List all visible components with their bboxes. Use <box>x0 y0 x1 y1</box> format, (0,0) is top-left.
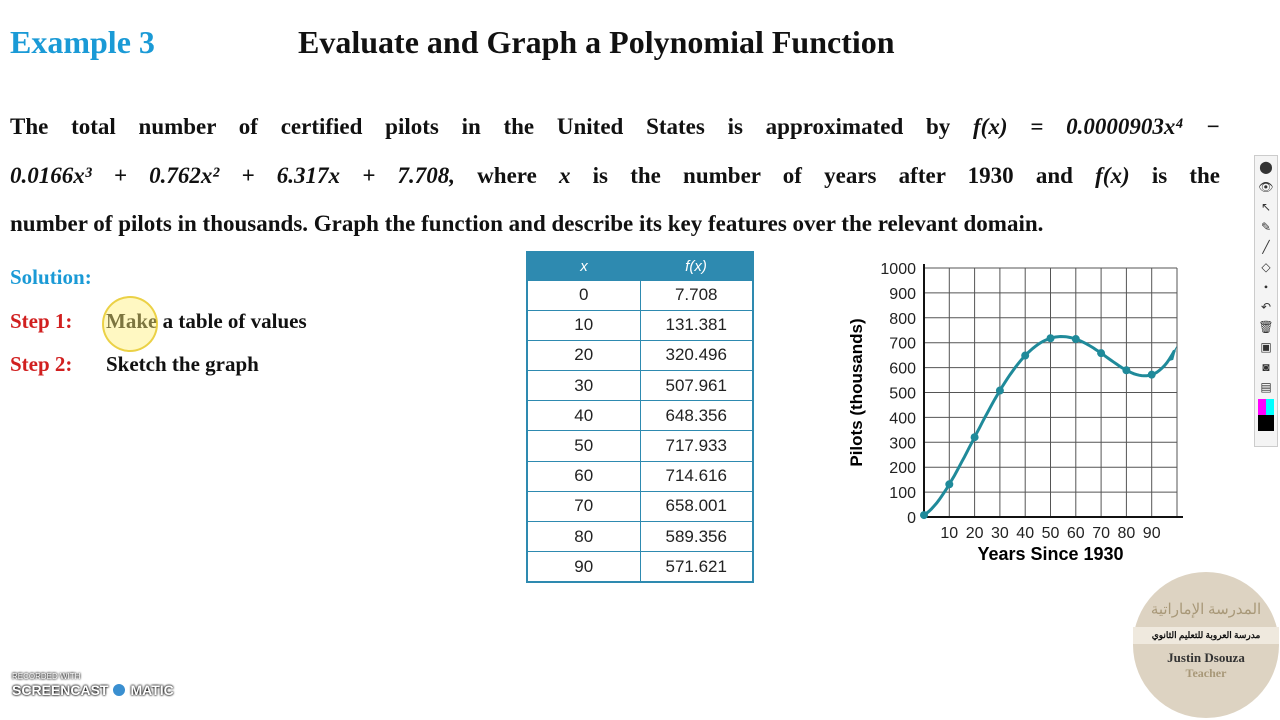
problem-text: is the <box>1151 163 1220 188</box>
problem-line-3: number of pilots in thousands. Graph the function and describe its key features over the relevant domain. <box>10 211 1044 236</box>
annotation-toolbar[interactable] <box>1254 155 1278 447</box>
line-icon[interactable]: ╱ <box>1262 240 1270 254</box>
values-table <box>526 251 754 583</box>
camera-icon[interactable]: ◙ <box>1262 360 1270 374</box>
data-point <box>920 511 928 519</box>
teacher-role: Teacher <box>1185 666 1227 680</box>
x-axis-label: Years Since 1930 <box>977 544 1124 564</box>
fx-cell: 507.961 <box>640 371 753 401</box>
problem-line-1 <box>10 114 1220 140</box>
y-tick-label: 800 <box>889 310 916 328</box>
example-label: Example 3 <box>10 24 155 60</box>
data-point <box>1097 349 1105 357</box>
fx-cell: 571.621 <box>640 552 753 582</box>
x-tick-label: 10 <box>940 525 959 542</box>
pilots-chart <box>836 255 1186 565</box>
x-cell: 70 <box>527 491 640 521</box>
variable: f(x) <box>1095 163 1130 188</box>
x-cell: 10 <box>527 310 640 340</box>
data-point <box>1122 366 1130 374</box>
problem-text: The total number of certified pilots in the United States is approximated by <box>10 114 951 139</box>
note-icon[interactable]: ▤ <box>1260 380 1272 394</box>
function-formula: f(x) = 0.0000903x⁴ − <box>973 114 1220 139</box>
x-tick-label: 50 <box>1041 525 1060 542</box>
series-curve <box>924 337 1175 516</box>
table-row <box>527 401 753 431</box>
y-tick-label: 1000 <box>880 261 916 278</box>
variable: x <box>558 163 571 188</box>
table-row <box>527 280 753 310</box>
pointer-icon[interactable]: ↖ <box>1260 200 1272 214</box>
fx-cell: 717.933 <box>640 431 753 461</box>
fx-cell: 648.356 <box>640 401 753 431</box>
stamp-icon[interactable]: ▣ <box>1260 340 1272 354</box>
record-icon <box>110 681 128 699</box>
fx-cell: 320.496 <box>640 340 753 370</box>
table-row <box>527 552 753 582</box>
x-tick-label: 60 <box>1066 525 1085 542</box>
x-tick-label: 70 <box>1092 525 1110 542</box>
y-tick-label: 100 <box>889 485 916 503</box>
recorder-right: MATIC <box>130 682 174 698</box>
fx-cell: 7.708 <box>640 280 753 310</box>
step-1-text: Make a table of values <box>106 309 307 333</box>
table-row <box>527 371 753 401</box>
recorder-top: RECORDED WITH <box>12 672 81 681</box>
problem-text: is the number of years after 1930 and <box>592 163 1073 188</box>
logo-icon[interactable]: ⬤ <box>1259 160 1273 174</box>
x-cell: 0 <box>527 280 640 310</box>
table-row <box>527 461 753 491</box>
table-row <box>527 310 753 340</box>
y-tick-label: 300 <box>889 435 916 453</box>
y-tick-label: 500 <box>889 385 916 403</box>
teacher-name: Justin Dsouza <box>1167 650 1245 665</box>
recorder-left: SCREENCAST <box>12 682 109 698</box>
header-fx: f(x) <box>640 252 753 280</box>
x-cell: 20 <box>527 340 640 370</box>
solution-label: Solution: <box>10 265 92 289</box>
data-point <box>1047 334 1055 342</box>
teacher-badge <box>1133 572 1279 718</box>
y-tick-label: 0 <box>907 510 916 527</box>
data-point <box>945 480 953 488</box>
x-cell: 90 <box>527 552 640 582</box>
function-formula-cont: 0.0166x³ + 0.762x² + 6.317x + 7.708, <box>10 163 455 188</box>
y-tick-label: 400 <box>889 410 916 428</box>
fx-cell: 131.381 <box>640 310 753 340</box>
x-tick-label: 20 <box>965 525 984 542</box>
table-row <box>527 340 753 370</box>
x-cell: 40 <box>527 401 640 431</box>
fx-cell: 714.616 <box>640 461 753 491</box>
fx-cell: 658.001 <box>640 491 753 521</box>
page-title: Evaluate and Graph a Polynomial Function <box>298 24 895 60</box>
data-point <box>1072 335 1080 343</box>
fx-cell: 589.356 <box>640 522 753 552</box>
step-2-label: Step 2: <box>10 352 73 376</box>
y-tick-label: 900 <box>889 285 916 303</box>
cursor-highlight <box>102 296 158 352</box>
y-tick-label: 600 <box>889 360 916 378</box>
eye-icon[interactable]: 👁 <box>1258 180 1274 194</box>
pen-icon[interactable]: ✎ <box>1260 220 1272 234</box>
data-point <box>1148 371 1156 379</box>
problem-line-2 <box>10 163 1220 189</box>
y-tick-label: 700 <box>889 335 916 353</box>
x-tick-label: 90 <box>1142 525 1161 542</box>
header-x: x <box>527 252 640 280</box>
step-2-text: Sketch the graph <box>106 352 259 376</box>
x-tick-label: 30 <box>991 525 1009 542</box>
school-logo-text: المدرسة الإماراتية <box>1150 602 1262 618</box>
x-tick-label: 80 <box>1117 525 1136 542</box>
table-row <box>527 431 753 461</box>
problem-text: where <box>477 163 537 188</box>
data-point <box>971 433 979 441</box>
recorder-watermark <box>12 672 174 699</box>
table-row <box>527 522 753 552</box>
y-axis-label: Pilots (thousands) <box>847 318 866 467</box>
school-name: مدرسة العروبة للتعليم الثانوي <box>1133 627 1279 644</box>
x-cell: 30 <box>527 371 640 401</box>
undo-icon[interactable]: ↶ <box>1260 300 1272 314</box>
data-point <box>1021 352 1029 360</box>
step-1-label: Step 1: <box>10 309 73 333</box>
eraser-icon[interactable]: ◇ <box>1261 260 1271 274</box>
dot-icon[interactable]: • <box>1263 280 1269 294</box>
trash-icon[interactable]: 🗑 <box>1258 320 1274 334</box>
color-palette-icon[interactable] <box>1258 399 1274 431</box>
x-cell: 60 <box>527 461 640 491</box>
y-tick-label: 200 <box>889 460 916 478</box>
x-tick-label: 40 <box>1016 525 1035 542</box>
x-cell: 50 <box>527 431 640 461</box>
x-cell: 80 <box>527 522 640 552</box>
data-point <box>996 387 1004 395</box>
table-row <box>527 491 753 521</box>
